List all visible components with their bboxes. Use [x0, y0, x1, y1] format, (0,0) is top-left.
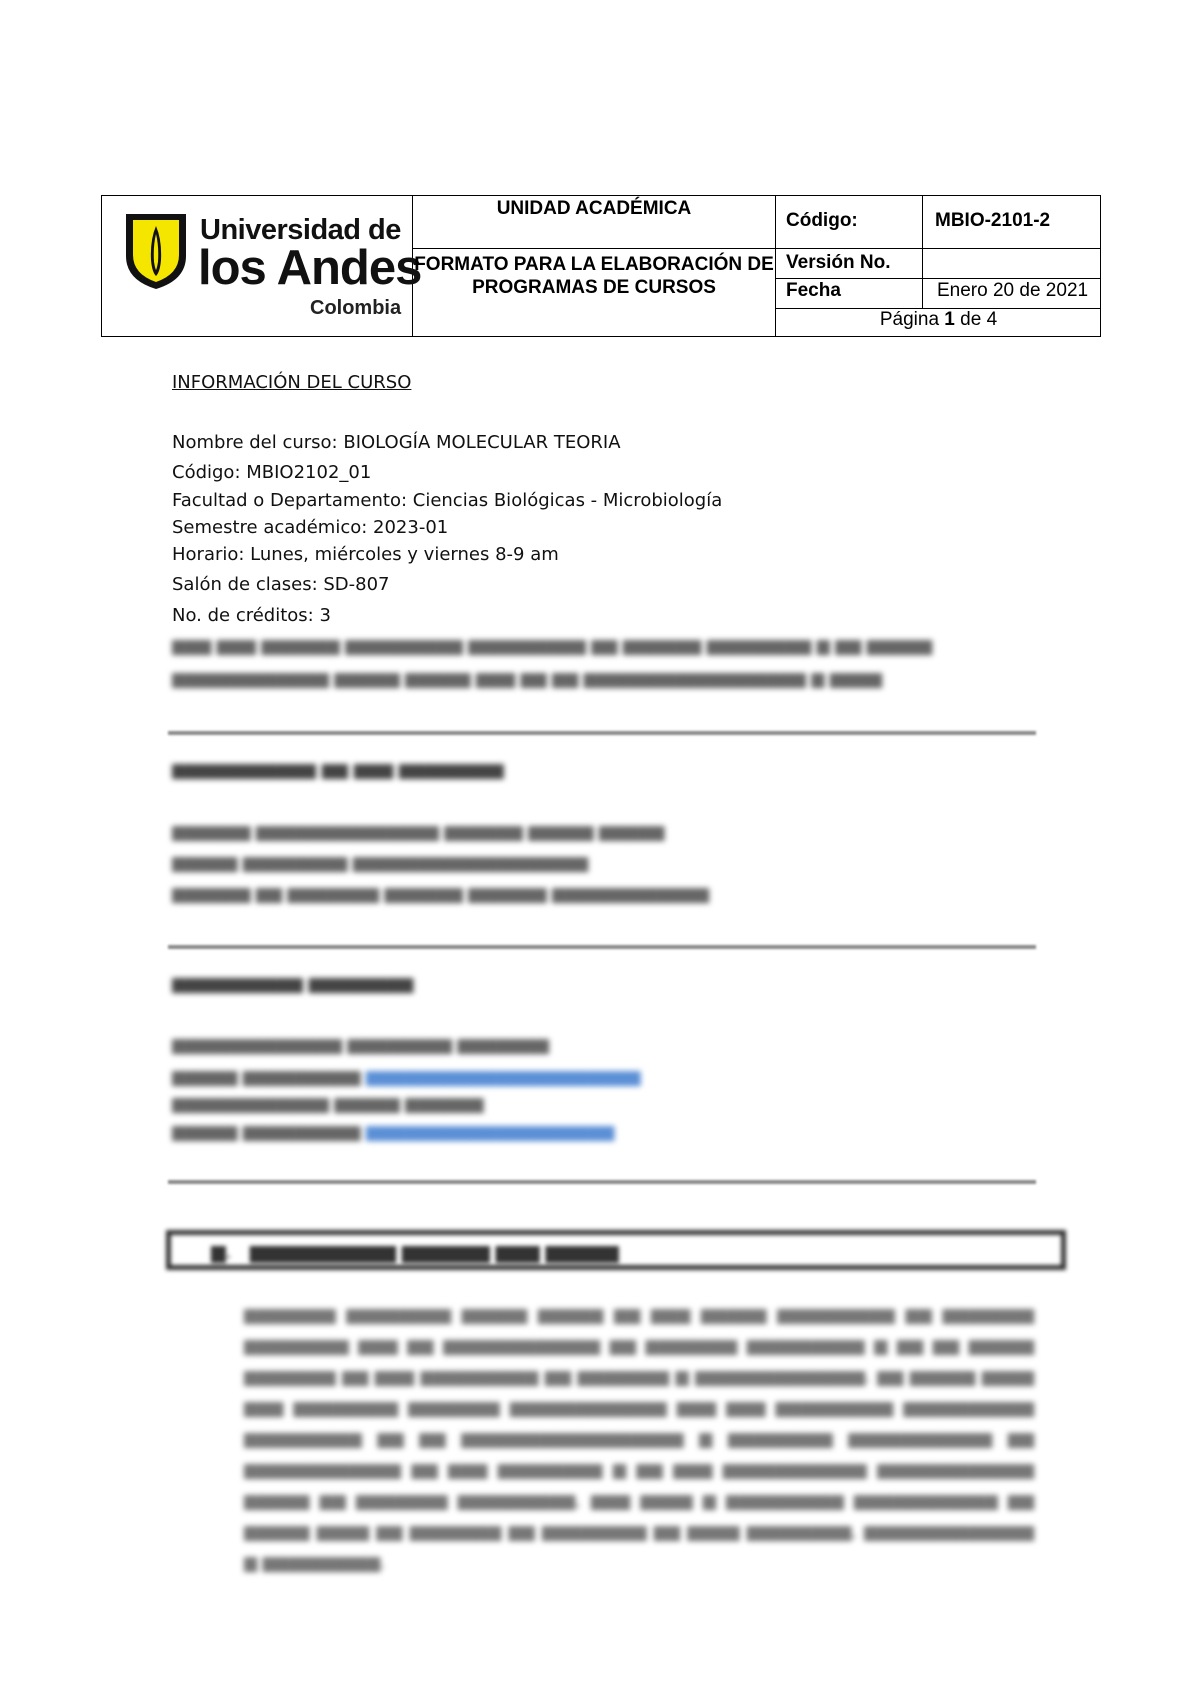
- blurred-email-link[interactable]: ▆▆▆▆▆▆▆▆▆▆▆▆▆▆▆▆▆▆▆: [365, 1122, 615, 1142]
- course-schedule-line: Horario: Lunes, miércoles y viernes 8-9 am: [172, 544, 559, 565]
- fecha-value: Enero 20 de 2021: [937, 280, 1089, 301]
- blurred-text-line: ▆▆▆▆▆▆▆▆▆▆▆▆▆ ▆▆▆▆▆▆▆▆ ▆▆▆▆▆▆▆: [172, 1035, 549, 1055]
- fecha-label: Fecha: [786, 280, 841, 301]
- blurred-text-line: ▆▆▆▆▆▆▆▆▆▆▆▆ ▆▆▆▆▆ ▆▆▆▆▆▆: [172, 1094, 484, 1114]
- course-name-line: Nombre del curso: BIOLOGÍA MOLECULAR TEORIA: [172, 432, 621, 453]
- logo-text-line1: Universidad de: [200, 214, 401, 246]
- course-info-title: INFORMACIÓN DEL CURSO: [172, 372, 412, 393]
- page-total: de 4: [954, 309, 998, 330]
- blurred-text-line: ▆▆▆▆▆▆▆▆▆▆▆▆ ▆▆▆▆▆ ▆▆▆▆▆ ▆▆▆ ▆▆ ▆▆ ▆▆▆▆▆▆▆▆▆▆▆▆▆▆▆▆▆ ▆ ▆▆▆▆: [172, 669, 882, 689]
- section-separator: [168, 731, 1036, 735]
- formato-title: FORMATO PARA LA ELABORACIÓN DE PROGRAMAS DE CURSOS: [414, 254, 774, 298]
- logo-text-line3: Colombia: [310, 297, 402, 319]
- course-semester-line: Semestre académico: 2023-01: [172, 517, 449, 538]
- codigo-label: Código:: [786, 210, 858, 231]
- blurred-text-line: ▆▆▆▆▆ ▆▆▆▆▆▆▆▆ ▆▆▆▆▆▆▆▆▆▆▆▆▆▆▆▆▆▆: [172, 853, 589, 873]
- blurred-section-heading: ▆▆▆▆▆▆▆▆▆▆▆ ▆▆ ▆▆▆ ▆▆▆▆▆▆▆▆: [172, 760, 504, 780]
- blurred-section-heading: ▆▆▆▆▆▆▆▆▆▆ ▆▆▆▆▆▆▆▆: [172, 974, 414, 994]
- university-shield-icon: [120, 210, 192, 292]
- version-label: Versión No.: [786, 252, 891, 273]
- blurred-text-line: ▆▆▆ ▆▆▆ ▆▆▆▆▆▆ ▆▆▆▆▆▆▆▆▆ ▆▆▆▆▆▆▆▆▆ ▆▆ ▆▆▆▆▆▆ ▆▆▆▆▆▆▆▆ ▆ ▆▆ ▆▆▆▆▆: [172, 636, 933, 656]
- blurred-text-line: ▆▆▆▆▆▆ ▆▆▆▆▆▆▆▆▆▆▆▆▆▆ ▆▆▆▆▆▆ ▆▆▆▆▆ ▆▆▆▆▆: [172, 822, 665, 842]
- page-indicator: [776, 309, 1101, 331]
- course-faculty-line: Facultad o Departamento: Ciencias Biológicas - Microbiología: [172, 490, 723, 511]
- logo-text-line2: los Andes: [198, 241, 422, 295]
- unidad-academica-label: UNIDAD ACADÉMICA: [496, 198, 692, 219]
- blurred-email-link[interactable]: ▆▆▆▆▆▆▆▆▆▆▆▆▆▆▆▆▆▆▆▆▆: [365, 1067, 641, 1087]
- course-credits-line: No. de créditos: 3: [172, 605, 331, 626]
- blurred-boxed-section-heading: [166, 1230, 1066, 1270]
- course-code-line: Código: MBIO2102_01: [172, 462, 372, 483]
- page-number: 1: [944, 309, 955, 330]
- page-prefix: Página: [879, 309, 945, 330]
- table-divider: [775, 278, 1101, 279]
- blurred-text-line: ▆▆▆▆▆ ▆▆▆▆▆▆▆▆▆ ▆▆▆▆▆▆▆▆▆▆▆▆▆▆▆▆▆▆▆: [172, 1122, 615, 1142]
- course-room-line: Salón de clases: SD-807: [172, 574, 390, 595]
- blurred-text-line: ▆▆▆▆▆▆ ▆▆ ▆▆▆▆▆▆▆ ▆▆▆▆▆▆ ▆▆▆▆▆▆ ▆▆▆▆▆▆▆▆▆▆▆▆: [172, 884, 709, 904]
- university-logo: [102, 196, 422, 336]
- section-separator: [168, 945, 1036, 949]
- codigo-value: MBIO-2101-2: [935, 210, 1051, 231]
- blurred-text-line: ▆▆▆▆▆ ▆▆▆▆▆▆▆▆▆ ▆▆▆▆▆▆▆▆▆▆▆▆▆▆▆▆▆▆▆▆▆: [172, 1067, 641, 1087]
- section-separator: [168, 1180, 1036, 1184]
- blurred-description-paragraph: ▆▆▆▆▆▆▆ ▆▆▆▆▆▆▆▆ ▆▆▆▆▆ ▆▆▆▆▆ ▆▆ ▆▆▆ ▆▆▆▆▆ ▆▆▆▆▆▆▆▆▆ ▆▆ ▆▆▆▆▆▆▆ ▆▆▆▆▆▆▆▆ ▆▆▆ ▆▆ ▆▆▆▆▆▆▆▆▆▆▆▆ ▆▆ ▆▆▆▆▆▆▆ ▆▆▆▆▆▆▆▆▆ ▆ ▆▆ ▆▆ ▆▆▆▆▆ ▆▆▆▆▆▆▆ ▆▆ ▆▆▆ ▆▆▆▆▆▆▆▆▆ ▆▆ ▆▆▆▆▆▆▆ ▆ ▆▆▆▆▆▆▆▆▆▆▆▆▆. ▆▆ ▆▆▆▆▆ ▆▆▆▆ ▆▆▆ ▆▆▆▆▆▆▆▆ ▆▆▆▆▆▆▆ ▆▆▆▆▆▆▆▆▆▆▆▆ ▆▆▆ ▆▆▆ ▆▆▆▆▆▆▆▆▆ ▆▆▆▆▆▆▆▆▆▆ ▆▆▆▆▆▆▆▆▆ ▆▆ ▆▆ ▆▆▆▆▆▆▆▆▆▆▆▆▆▆▆▆▆ ▆ ▆▆▆▆▆▆▆▆ ▆▆▆▆▆▆▆▆▆▆▆ ▆▆ ▆▆▆▆▆▆▆▆▆▆▆▆ ▆▆ ▆▆▆ ▆▆▆▆▆▆▆▆ ▆ ▆▆ ▆▆▆ ▆▆▆▆▆▆▆▆▆▆▆ ▆▆▆▆▆▆▆▆▆▆▆▆ ▆▆▆▆▆ ▆▆ ▆▆▆▆▆▆▆ ▆▆▆▆▆▆▆▆▆, ▆▆▆ ▆▆▆▆ ▆ ▆▆▆▆▆▆▆▆▆ ▆▆▆▆▆▆▆▆▆▆▆ ▆▆ ▆▆▆▆▆ ▆▆▆▆ ▆▆ ▆▆▆▆▆▆▆ ▆▆ ▆▆▆▆▆▆▆▆ ▆▆ ▆▆▆▆ ▆▆▆▆▆▆▆▆, ▆▆▆▆▆▆▆▆▆▆▆▆▆ ▆ ▆▆▆▆▆▆▆▆▆.: [244, 1305, 1034, 1573]
- blurred-heading-text: ▆. ▆▆▆▆▆▆▆▆▆▆ ▆▆▆▆▆▆ ▆▆▆ ▆▆▆▆▆: [211, 1241, 619, 1263]
- document-header-table: [101, 195, 1101, 337]
